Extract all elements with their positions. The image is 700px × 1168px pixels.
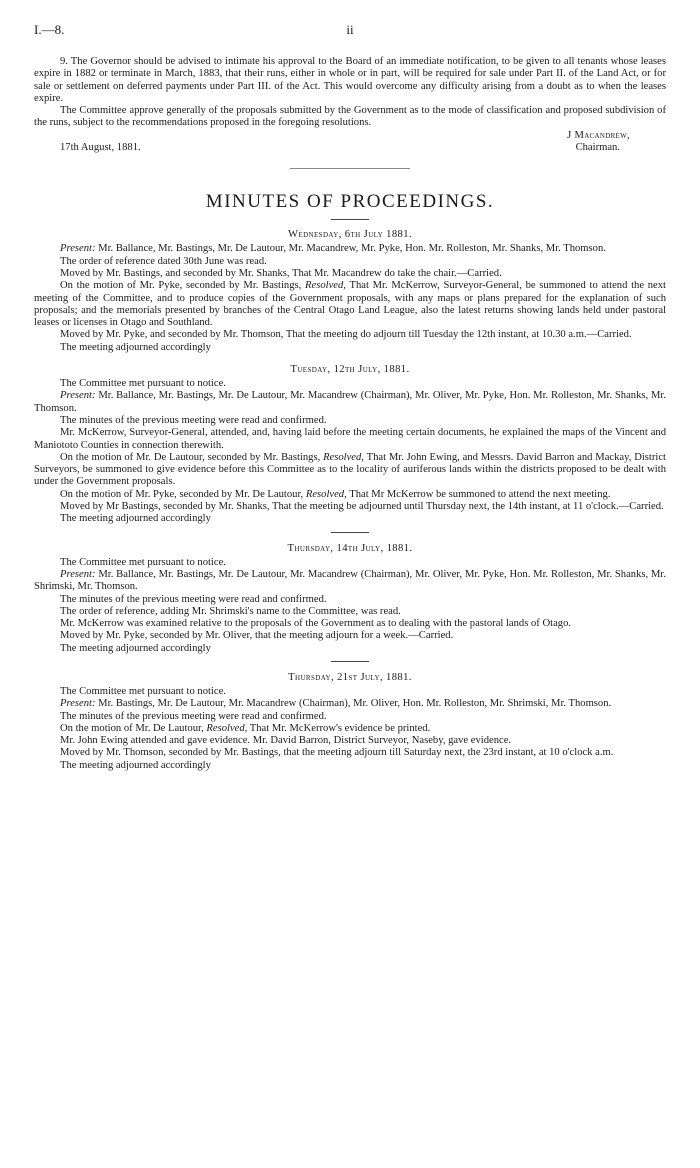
minute-item: On the motion of Mr. De Lautour, seconded by Mr. Bastings, Resolved, That Mr. John Ewing, and Messrs. David Barron and Mackay, District Surveyors, be summoned to give evidence before this Committee as to the locality of auriferous lands within the districts proposed to be dealt with under the Government proposals. xyxy=(34,451,666,488)
minute-item: Moved by Mr. Pyke, and seconded by Mr. Thomson, That the meeting do adjourn till Tuesday the 12th instant, at 10.30 a.m.—Carried. xyxy=(60,329,632,341)
minute-item: The order of reference dated 30th June was read. xyxy=(60,255,267,267)
minute-item: Mr. McKerrow, Surveyor-General, attended, and, having laid before the meeting certain documents, he explained the maps of the Vincent and Maniototo Counties in connection therewith. xyxy=(34,427,666,451)
signatory: J Macandrew, xyxy=(567,129,630,141)
session-rule xyxy=(331,661,369,662)
minute-item: Mr. John Ewing attended and gave evidence. Mr. David Barron, District Surveyor, Naseby, gave evidence. xyxy=(60,735,512,747)
minute-item: The minutes of the previous meeting were read and confirmed. xyxy=(60,593,327,605)
minute-item: On the motion of Mr. De Lautour, Resolved, That Mr. McKerrow's evidence be printed. xyxy=(60,722,431,734)
minute-item: On the motion of Mr. Pyke, seconded by Mr. Bastings, Resolved, That Mr. McKerrow, Surveyor-General, be summoned to attend the next meeting of the Committee, and to produce copies of the Government proposals, with any maps or plans prepared for the explanation of such proposals; and the memorials presented by branches of the Central Otago Land League, also the latest returns showing lands held under pastoral leases or licenses in Otago and Southland. xyxy=(34,280,666,329)
signature-row xyxy=(34,142,666,154)
session-date: Thursday, 14th July, 1881. xyxy=(287,542,413,554)
report-date: 17th August, 1881. xyxy=(60,142,141,154)
minute-item: Moved by Mr. Thomson, seconded by Mr. Bastings, that the meeting adjourn till Saturday next, the 23rd instant, at 10 o'clock a.m. xyxy=(60,747,614,759)
session-date: Wednesday, 6th July 1881. xyxy=(288,229,412,241)
present-list: Present: Mr. Ballance, Mr. Bastings, Mr. De Lautour, Mr. Macandrew, Mr. Pyke, Hon. Mr. Rolleston, Mr. Shanks, Mr. Thomson. xyxy=(60,243,606,255)
title-rule xyxy=(331,219,369,220)
minute-item: The minutes of the previous meeting were read and confirmed. xyxy=(60,414,327,426)
minute-item: The minutes of the previous meeting were read and confirmed. xyxy=(60,710,327,722)
minute-item: The meeting adjourned accordingly xyxy=(60,642,211,654)
document-reference: I.—8. xyxy=(34,22,65,37)
session-date: Thursday, 21st July, 1881. xyxy=(288,671,412,683)
minute-item: Moved by Mr. Bastings, and seconded by Mr. Shanks, That Mr. Macandrew do take the chair.—Carried. xyxy=(60,267,502,279)
minute-item: The meeting adjourned accordingly xyxy=(60,341,211,353)
chairman-title: Chairman. xyxy=(575,142,620,154)
minute-item: The order of reference, adding Mr. Shrimski's name to the Committee, was read. xyxy=(60,605,401,617)
session-date: Tuesday, 12th July, 1881. xyxy=(290,364,410,376)
present-list: Present: Mr. Bastings, Mr. De Lautour, Mr. Macandrew (Chairman), Mr. Oliver, Hon. Mr. Rolleston, Mr. Shrimski, Mr. Thomson. xyxy=(60,698,612,710)
resolution-nine: 9. The Governor should be advised to intimate his approval to the Board of an immediate notification, to be given to all tenants whose leases expire in 1882 or terminate in March, 1883, that their runs, either in whole or in part, will be required for sale under Part II. of the Land Act, or for sale or settlement on deferred payments under Part III. of the Act. This would overcome any difficulty arising from a doubt as to when the leases expire. xyxy=(34,56,666,104)
page-number: ii xyxy=(346,22,354,37)
session-4 xyxy=(34,672,666,772)
present-list: Present: Mr. Ballance, Mr. Bastings, Mr. De Lautour, Mr. Macandrew (Chairman), Mr. Oliver, Mr. Pyke, Hon. Mr. Rolleston, Mr. Shanks, Mr. Thomson. xyxy=(34,390,666,414)
session-3 xyxy=(34,543,666,655)
minute-item: On the motion of Mr. Pyke, seconded by Mr. De Lautour, Resolved, That Mr McKerrow be summoned to attend the next meeting. xyxy=(60,488,611,500)
section-divider xyxy=(290,168,410,169)
minute-item: The meeting adjourned accordingly xyxy=(60,513,211,525)
minute-item: Moved by Mr Bastings, seconded by Mr. Shanks, That the meeting be adjourned until Thursday next, the 14th instant, at 11 o'clock.—Carried. xyxy=(60,501,664,513)
present-list: Present: Mr. Ballance, Mr. Bastings, Mr. De Lautour, Mr. Macandrew (Chairman), Mr. Oliver, Mr. Pyke, Hon. Mr. Rolleston, Mr. Shanks, Mr. Shrimski, Mr. Thomson. xyxy=(34,568,666,593)
minute-item: Moved by Mr. Pyke, seconded by Mr. Oliver, that the meeting adjourn for a week.—Carried. xyxy=(60,630,454,642)
session-1 xyxy=(34,229,666,354)
minute-item: The Committee met pursuant to notice. xyxy=(60,378,226,390)
minute-item: The Committee met pursuant to notice. xyxy=(60,685,226,697)
minute-item: The meeting adjourned accordingly xyxy=(60,759,211,771)
minute-item: Mr. McKerrow was examined relative to the proposals of the Government as to dealing with the pastoral lands of Otago. xyxy=(60,618,572,630)
minute-item: The Committee met pursuant to notice. xyxy=(60,556,226,568)
session-2 xyxy=(34,364,666,526)
page-title: MINUTES OF PROCEEDINGS. xyxy=(205,191,495,213)
session-rule xyxy=(331,532,369,533)
running-header xyxy=(34,22,666,38)
committee-approval: The Committee approve generally of the proposals submitted by the Government as to the mode of classification and proposed subdivision of the runs, subject to the recommendations proposed in the foregoing resolutions. xyxy=(34,105,666,129)
